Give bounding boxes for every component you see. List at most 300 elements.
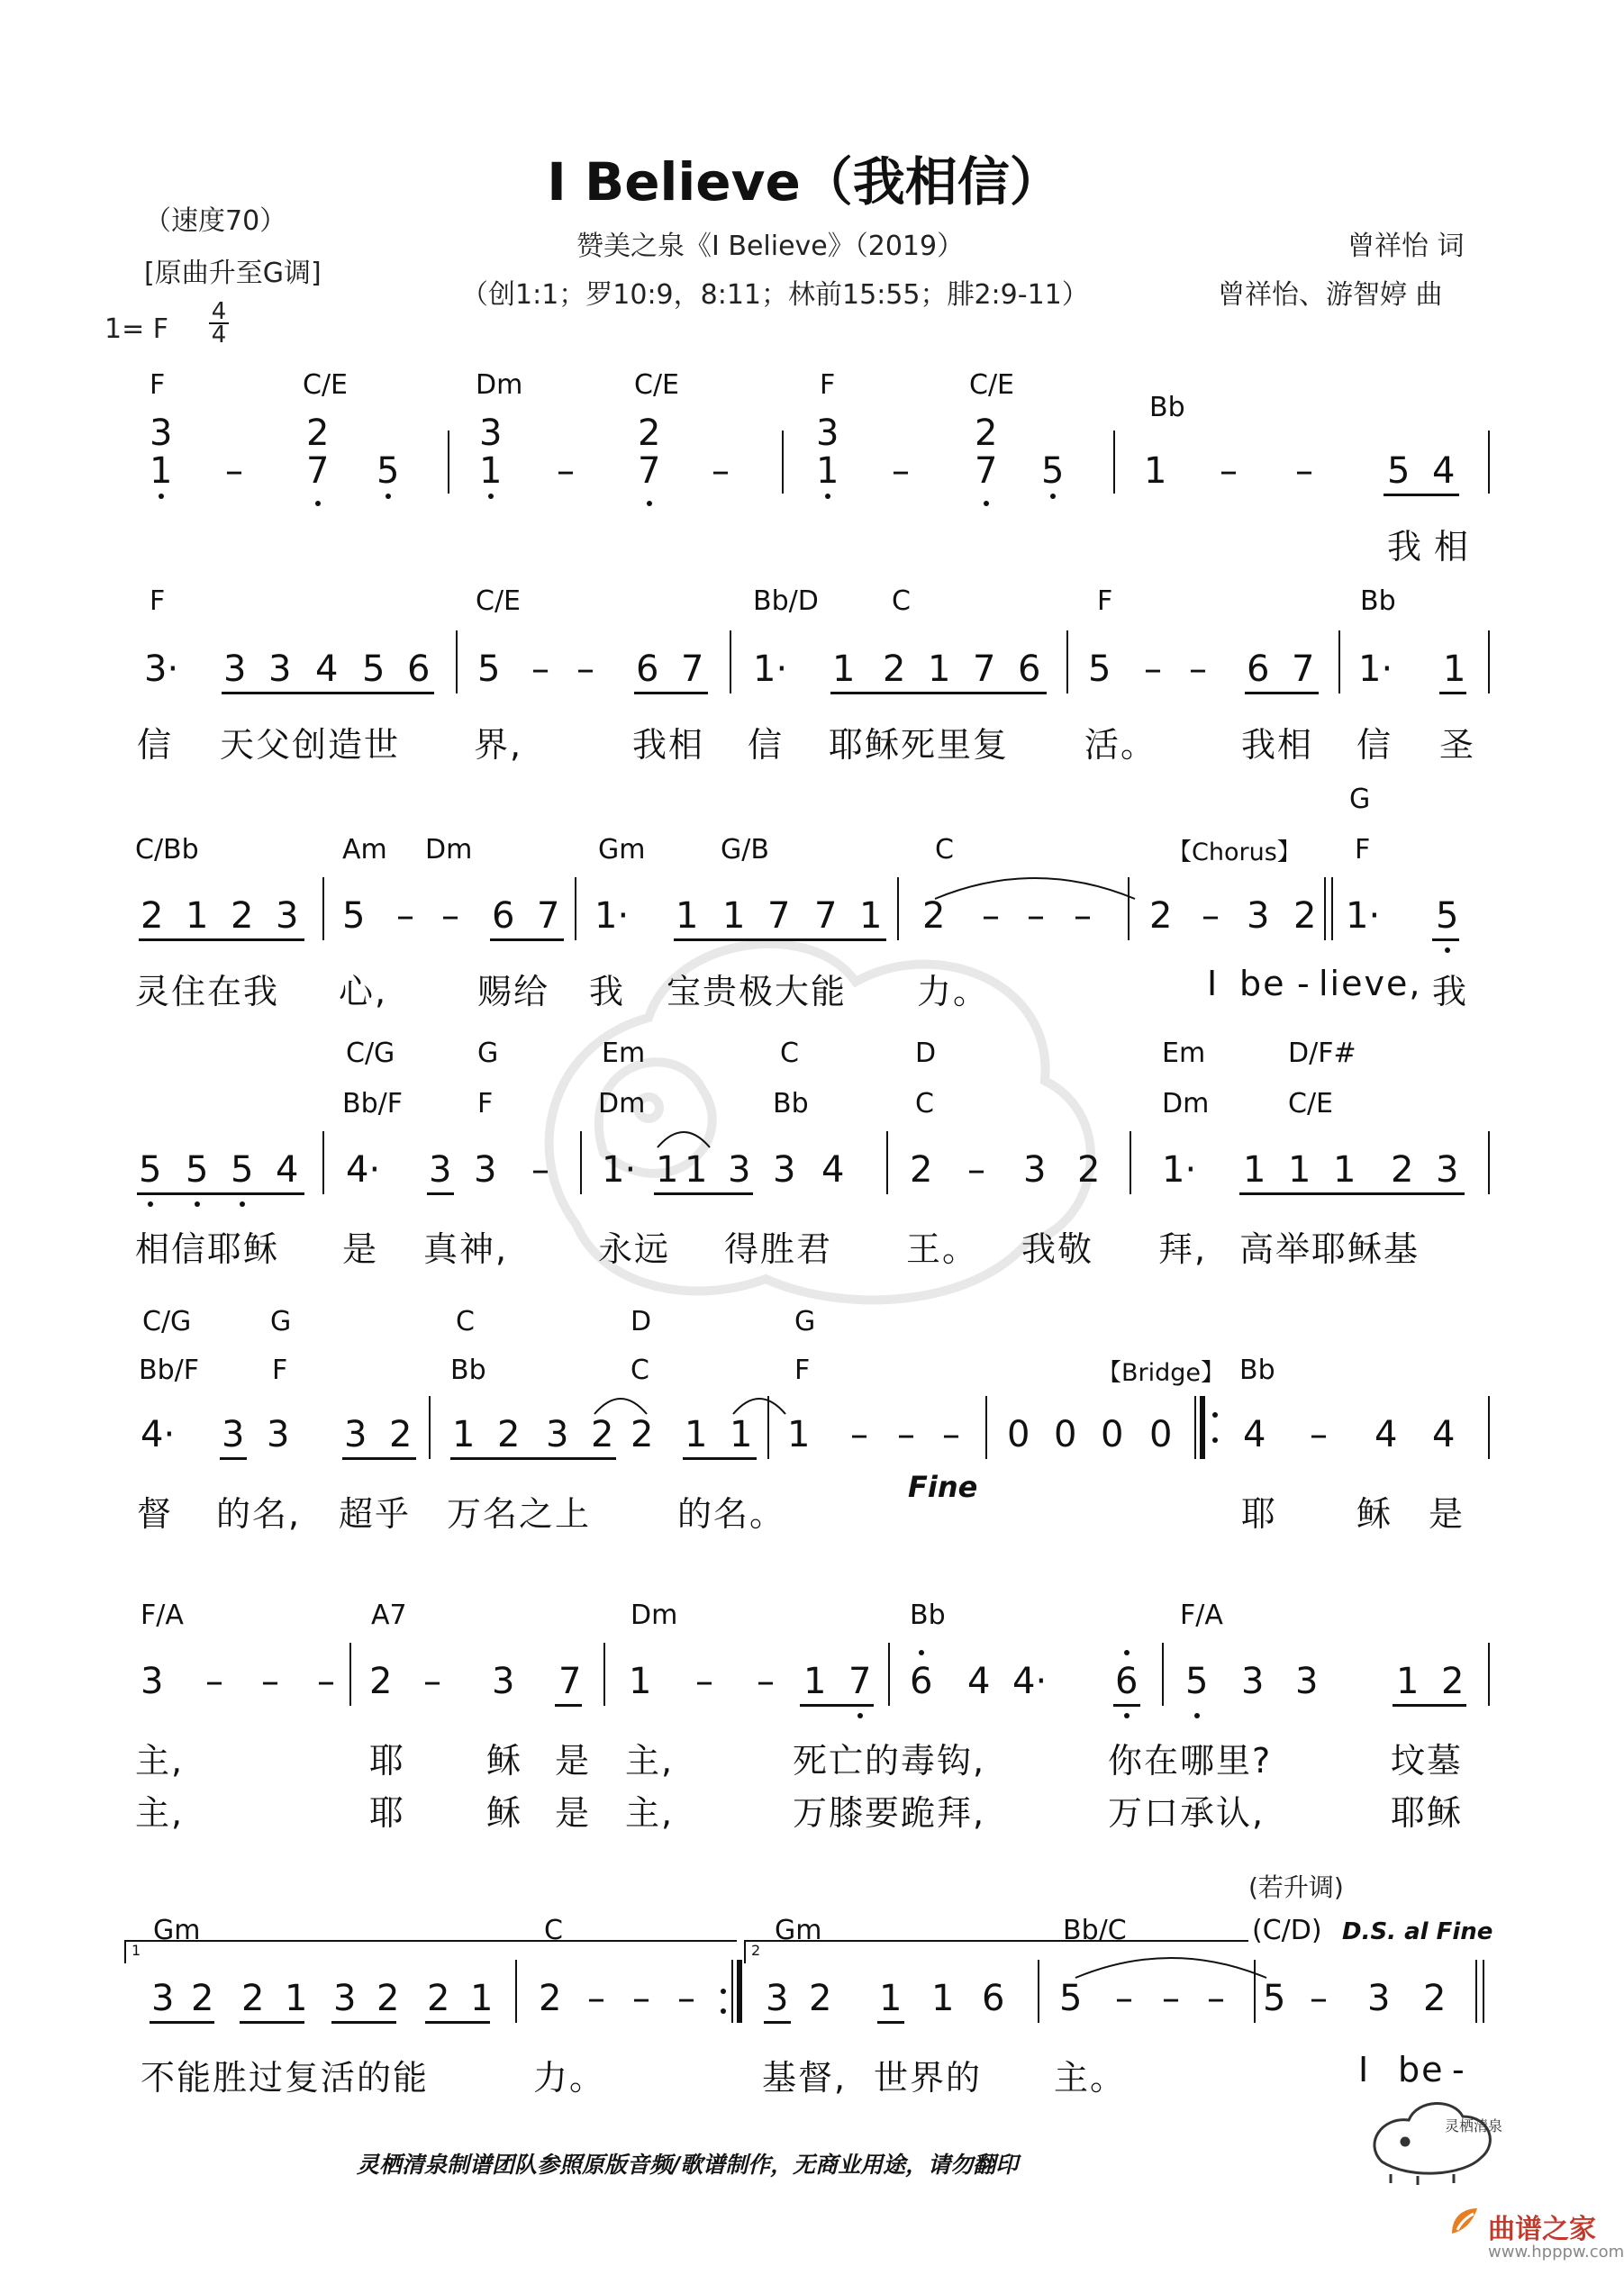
note: 2 <box>389 1414 413 1455</box>
note: 6 <box>910 1661 933 1702</box>
note: – <box>982 895 1000 937</box>
lyric: 信 <box>137 725 174 765</box>
underline <box>764 2021 791 2024</box>
note: 2 <box>427 1978 450 2019</box>
chord: Bb <box>773 1088 809 1119</box>
barline <box>731 1960 733 2023</box>
note: 1 <box>452 1414 476 1455</box>
barline <box>1113 431 1115 494</box>
chord: C/E <box>1288 1088 1334 1119</box>
chord: Dm <box>476 369 523 401</box>
chord: Am <box>342 834 387 866</box>
note: 3 <box>728 1149 751 1191</box>
underline <box>427 1192 454 1195</box>
lyric: be <box>1398 2050 1445 2089</box>
lyric: 永远 <box>598 1229 671 1269</box>
lyric: I <box>1207 964 1220 1003</box>
note: – <box>850 1414 868 1455</box>
note: 3 <box>773 1149 796 1191</box>
note: 1· <box>1346 895 1381 937</box>
note: 5 <box>231 1149 254 1191</box>
lyric: 坟墓 <box>1391 1741 1464 1781</box>
chord: F <box>477 1088 494 1119</box>
tie-arc <box>931 866 1139 902</box>
note: 2 <box>1077 1149 1101 1191</box>
lyric: 耶稣 <box>1391 1793 1464 1833</box>
chord: C/G <box>142 1306 192 1337</box>
chord: C <box>456 1306 475 1337</box>
note: 4 <box>315 648 339 690</box>
note: – <box>632 1978 650 2019</box>
note: – <box>317 1661 335 1702</box>
chord: (C/D) <box>1252 1915 1322 1946</box>
source: 赞美之泉《I Believe》（2019） <box>576 231 965 262</box>
note: – <box>942 1414 960 1455</box>
lyric: 拜, <box>1158 1229 1208 1269</box>
chord: G <box>477 1038 499 1069</box>
lyric: 万膝要跪拜, <box>793 1793 986 1833</box>
note: 2 <box>497 1414 521 1455</box>
chord: D <box>631 1306 652 1337</box>
chord: F/A <box>141 1600 184 1631</box>
barline <box>1130 1131 1131 1194</box>
volta-bracket-1 <box>124 1940 737 1942</box>
note: 1 <box>859 895 883 937</box>
underline <box>331 2021 396 2024</box>
note: 2 <box>1293 895 1317 937</box>
note: 2 <box>1391 1149 1414 1191</box>
note: 2 <box>910 1149 933 1191</box>
note-upper: 3 <box>479 412 503 454</box>
chord: C <box>631 1355 649 1386</box>
lyric: 稣 <box>486 1793 523 1833</box>
barline <box>322 877 324 940</box>
note: 1 <box>1288 1149 1311 1191</box>
note: 1 <box>928 648 951 690</box>
note: 6 <box>407 648 431 690</box>
underline <box>1439 692 1466 694</box>
note: 1 <box>1443 648 1466 690</box>
chord: Gm <box>775 1915 822 1946</box>
note: – <box>225 450 243 492</box>
note: 3 <box>141 1661 164 1702</box>
barline <box>1324 877 1326 940</box>
underline <box>450 1457 616 1460</box>
barline <box>322 1131 324 1194</box>
note: 1 <box>832 648 856 690</box>
chord: F <box>272 1355 288 1386</box>
note: 3 <box>474 1149 497 1191</box>
note: 0 <box>1054 1414 1077 1455</box>
underline <box>139 938 304 941</box>
chord: Bb/D <box>753 585 819 617</box>
barline <box>1066 630 1068 693</box>
note: 4 <box>1243 1414 1266 1455</box>
underline <box>877 2021 904 2024</box>
lyric: I <box>1358 2050 1371 2089</box>
chord: D/F# <box>1288 1038 1356 1069</box>
note: – <box>1310 1978 1328 2019</box>
chord: G <box>270 1306 292 1337</box>
lyric: 万口承认, <box>1108 1793 1266 1833</box>
note: – <box>557 450 575 492</box>
barline <box>897 877 899 940</box>
note: 3 <box>429 1149 452 1191</box>
lyric: 稣 <box>486 1741 523 1781</box>
note: 3 <box>267 1414 290 1455</box>
chord: F <box>1097 585 1113 617</box>
note-upper: 3 <box>816 412 839 454</box>
note: – <box>712 450 730 492</box>
lyric: 我相 <box>632 725 705 765</box>
note: 2 <box>1149 895 1173 937</box>
tie-arc <box>591 1387 650 1418</box>
lyric: 我相 <box>1241 725 1314 765</box>
note: – <box>1310 1414 1328 1455</box>
lyric: 王。 <box>906 1229 979 1269</box>
note: 4 <box>821 1149 845 1191</box>
chord: Bb/F <box>342 1088 403 1119</box>
lyric: 主, <box>135 1741 185 1781</box>
chord: Gm <box>153 1915 201 1946</box>
chord: C/E <box>476 585 522 617</box>
tie-arc <box>1072 1945 1270 1981</box>
note: 1· <box>1358 648 1393 690</box>
lyric: 主, <box>135 1793 185 1833</box>
underline <box>220 1457 247 1460</box>
chord: C/G <box>346 1038 395 1069</box>
chord: G <box>794 1306 816 1337</box>
note: 5 <box>139 1149 162 1191</box>
note: 6 <box>982 1978 1005 2019</box>
underline <box>1384 494 1459 496</box>
note: 4· <box>141 1414 176 1455</box>
barline <box>1488 1643 1490 1706</box>
lyric: 真神, <box>423 1229 509 1269</box>
tie-arc <box>654 1120 713 1151</box>
lyric: 天父创造世 <box>220 725 401 765</box>
modulate-note: (若升调) <box>1248 1872 1344 1902</box>
underline <box>342 1457 416 1460</box>
note: 6 <box>1247 648 1270 690</box>
key-note: [原曲升至G调] <box>144 258 322 289</box>
underline <box>222 692 434 694</box>
chord: G <box>1349 784 1371 815</box>
note: 4· <box>346 1149 381 1191</box>
ds-al-fine-marker: D.S. al Fine <box>1342 1918 1493 1945</box>
lyric: 灵住在我 <box>135 972 280 1011</box>
lyric: - <box>1297 964 1311 1003</box>
chord: C/E <box>303 369 349 401</box>
note: 3 <box>492 1661 515 1702</box>
note: – <box>531 1149 549 1191</box>
barline <box>1475 1960 1477 2023</box>
note: – <box>695 1661 713 1702</box>
lyric: 信 <box>748 725 785 765</box>
repeat-end-bar <box>737 1960 742 2023</box>
note: 5 <box>1436 895 1459 937</box>
lyric: 是 <box>555 1741 592 1781</box>
note: 6 <box>636 648 659 690</box>
barline <box>782 431 784 494</box>
barline <box>349 1643 351 1706</box>
barline <box>1488 630 1490 693</box>
note: 3 <box>1367 1978 1391 2019</box>
chord: F <box>150 585 166 617</box>
note: 5 <box>1041 450 1065 492</box>
note: – <box>531 648 549 690</box>
note: 3 <box>546 1414 569 1455</box>
note: 2 <box>141 895 164 937</box>
lyric: 超乎 <box>339 1494 412 1534</box>
note: 1 <box>803 1661 827 1702</box>
note: 3 <box>223 648 247 690</box>
note: – <box>1144 648 1162 690</box>
lyric: 相信耶稣 <box>135 1229 280 1269</box>
note: – <box>1074 895 1092 937</box>
note: 7 <box>975 450 998 492</box>
note: 6 <box>1018 648 1041 690</box>
page-title: I Believe（我相信） <box>547 151 1062 213</box>
underline <box>1393 1704 1466 1707</box>
underline <box>654 1192 753 1195</box>
lyric: 世界的 <box>874 2058 983 2098</box>
note: 4 <box>276 1149 299 1191</box>
note: 2 <box>1423 1978 1447 2019</box>
note: 4 <box>1375 1414 1398 1455</box>
note: – <box>1162 1978 1180 2019</box>
chord: Em <box>1162 1038 1206 1069</box>
barline <box>888 1643 890 1706</box>
lyric: 主, <box>625 1793 675 1833</box>
note: 1 <box>685 1149 708 1191</box>
barline <box>1128 877 1130 940</box>
tie-arc <box>730 1387 789 1418</box>
note: 3· <box>144 648 179 690</box>
underline <box>800 1704 874 1707</box>
volta-number: 1 <box>132 1942 141 1959</box>
underline <box>490 938 564 941</box>
lyric: 活。 <box>1084 725 1157 765</box>
note: 3 <box>1247 895 1270 937</box>
underline <box>683 1457 757 1460</box>
chord: C/Bb <box>135 834 199 866</box>
chord: G/B <box>721 834 769 866</box>
note: 5 <box>186 1149 209 1191</box>
lyric: 信 <box>1356 725 1393 765</box>
lyric: 你在哪里? <box>1108 1741 1273 1781</box>
note: 1 <box>676 895 699 937</box>
note: 0 <box>1007 1414 1030 1455</box>
chord: D <box>915 1038 937 1069</box>
note: 5 <box>1059 1978 1083 2019</box>
barline <box>603 1643 605 1706</box>
lyric: 的名。 <box>677 1494 786 1534</box>
barline <box>1338 630 1340 693</box>
lyric: - <box>1452 2050 1466 2089</box>
note: 2 <box>883 648 906 690</box>
lyric: 耶 <box>369 1741 406 1781</box>
note: – <box>1295 450 1313 492</box>
tempo: （速度70） <box>144 205 287 237</box>
chord: Bb/F <box>139 1355 199 1386</box>
note: 2 <box>1441 1661 1465 1702</box>
note: 1 <box>150 450 173 492</box>
chord: Em <box>602 1038 646 1069</box>
underline <box>555 1704 582 1707</box>
lyric: 主, <box>625 1741 675 1781</box>
note: 5 <box>362 648 386 690</box>
chord: Bb/C <box>1063 1915 1127 1946</box>
lyric: 力。 <box>533 2058 606 2098</box>
note: 1 <box>1333 1149 1356 1191</box>
note: – <box>396 895 414 937</box>
note: 2 <box>241 1978 265 2019</box>
barline <box>730 630 731 693</box>
underline <box>150 2021 214 2024</box>
bridge-marker: 【Bridge】 <box>1097 1359 1226 1387</box>
note: – <box>1207 1978 1225 2019</box>
lyric: 基督, <box>762 2058 848 2098</box>
fine-marker: Fine <box>908 1470 978 1504</box>
note: 1 <box>629 1661 652 1702</box>
sheep-watermark-icon <box>468 883 1153 1351</box>
underline <box>1239 1192 1465 1195</box>
note: – <box>1027 895 1045 937</box>
chord: F/A <box>1180 1600 1223 1631</box>
lyric: 得胜君 <box>724 1229 833 1269</box>
site-name: 曲谱之家 <box>1488 2214 1596 2245</box>
note: 2 <box>631 1414 654 1455</box>
chord: Bb <box>450 1355 486 1386</box>
note-upper: 2 <box>306 412 330 454</box>
underline <box>137 1192 304 1195</box>
barline <box>1488 1396 1490 1459</box>
note: 1· <box>753 648 788 690</box>
lyric: 我 <box>1432 972 1469 1011</box>
underline <box>830 692 1047 694</box>
chord: F <box>1355 834 1371 866</box>
lyric: 不能胜过复活的能 <box>141 2058 430 2098</box>
note: 1 <box>1243 1149 1266 1191</box>
note: 2 <box>191 1978 214 2019</box>
lyric: 主。 <box>1054 2058 1127 2098</box>
note: – <box>576 648 594 690</box>
note: 5 <box>1387 450 1411 492</box>
chord: Dm <box>598 1088 646 1119</box>
site-logo-icon <box>1447 2203 1483 2239</box>
note: 1· <box>602 1149 637 1191</box>
scriptures: （创1:1；罗10:9，8:11；林前15:55；腓2:9-11） <box>461 279 1089 311</box>
chord: C/E <box>634 369 680 401</box>
lyric: 死亡的毒钩, <box>793 1741 986 1781</box>
chord: C <box>935 834 954 866</box>
note: 5 <box>342 895 366 937</box>
sheep-logo-icon <box>1355 2089 1508 2189</box>
site-url: www.hpppw.com <box>1488 2243 1624 2261</box>
note: 1 <box>931 1978 955 2019</box>
note: 3 <box>151 1978 175 2019</box>
lyric: 高举耶稣基 <box>1239 1229 1420 1269</box>
lyric: 界, <box>474 725 523 765</box>
note: 0 <box>1101 1414 1124 1455</box>
note: – <box>897 1414 915 1455</box>
barline <box>575 877 576 940</box>
note: 7 <box>973 648 996 690</box>
note: 5 <box>1263 1978 1286 2019</box>
note: 1 <box>656 1149 679 1191</box>
barline <box>1331 877 1333 940</box>
note: 7 <box>848 1661 872 1702</box>
chord: C <box>544 1915 563 1946</box>
key-signature: 1= F <box>104 313 169 345</box>
note: 5 <box>1185 1661 1209 1702</box>
note: – <box>677 1978 695 2019</box>
chord: F <box>794 1355 811 1386</box>
note: 1 <box>1396 1661 1420 1702</box>
lyric: 我 <box>1387 527 1424 566</box>
chord: Gm <box>598 834 646 866</box>
note: 2 <box>922 895 946 937</box>
chord: Dm <box>1162 1088 1210 1119</box>
lyric: 耶稣死里复 <box>829 725 1010 765</box>
note: 7 <box>638 450 661 492</box>
lyricist: 曾祥怡 词 <box>1347 231 1465 262</box>
note: 1· <box>594 895 630 937</box>
footer-note: 灵栖清泉制谱团队参照原版音频/歌谱制作，无商业用途，请勿翻印 <box>357 2152 1019 2178</box>
note: 1· <box>1162 1149 1197 1191</box>
note: 1 <box>470 1978 494 2019</box>
note: 2 <box>369 1661 393 1702</box>
note: 3 <box>1295 1661 1319 1702</box>
note: – <box>1202 895 1220 937</box>
note: – <box>423 1661 441 1702</box>
note-upper: 2 <box>975 412 998 454</box>
barline <box>1162 1643 1164 1706</box>
volta-number: 2 <box>751 1942 761 1959</box>
time-signature: 4 4 <box>209 301 229 346</box>
lyric: 是 <box>555 1793 592 1833</box>
chord: Dm <box>425 834 473 866</box>
lyric: be <box>1239 964 1286 1003</box>
note: 5 <box>477 648 501 690</box>
barline <box>1038 1960 1039 2023</box>
note: 7 <box>681 648 704 690</box>
barline <box>515 1960 517 2023</box>
note: 3 <box>344 1414 367 1455</box>
note: – <box>441 895 459 937</box>
note: 7 <box>814 895 838 937</box>
note: 3 <box>276 895 299 937</box>
barline <box>767 1396 769 1459</box>
note: – <box>1189 648 1207 690</box>
barline <box>580 1131 582 1194</box>
note: 6 <box>492 895 515 937</box>
note: 4· <box>1012 1661 1048 1702</box>
lyric: 的名, <box>216 1494 302 1534</box>
note: 3 <box>333 1978 357 2019</box>
repeat-start-bar <box>1200 1396 1205 1459</box>
note: 3 <box>1241 1661 1265 1702</box>
barline <box>456 630 458 693</box>
note: 4 <box>967 1661 991 1702</box>
note: 1 <box>685 1414 708 1455</box>
note: – <box>1220 450 1238 492</box>
note: 7 <box>306 450 330 492</box>
chord: Bb <box>1239 1355 1275 1386</box>
note: – <box>587 1978 605 2019</box>
note: 7 <box>1292 648 1315 690</box>
